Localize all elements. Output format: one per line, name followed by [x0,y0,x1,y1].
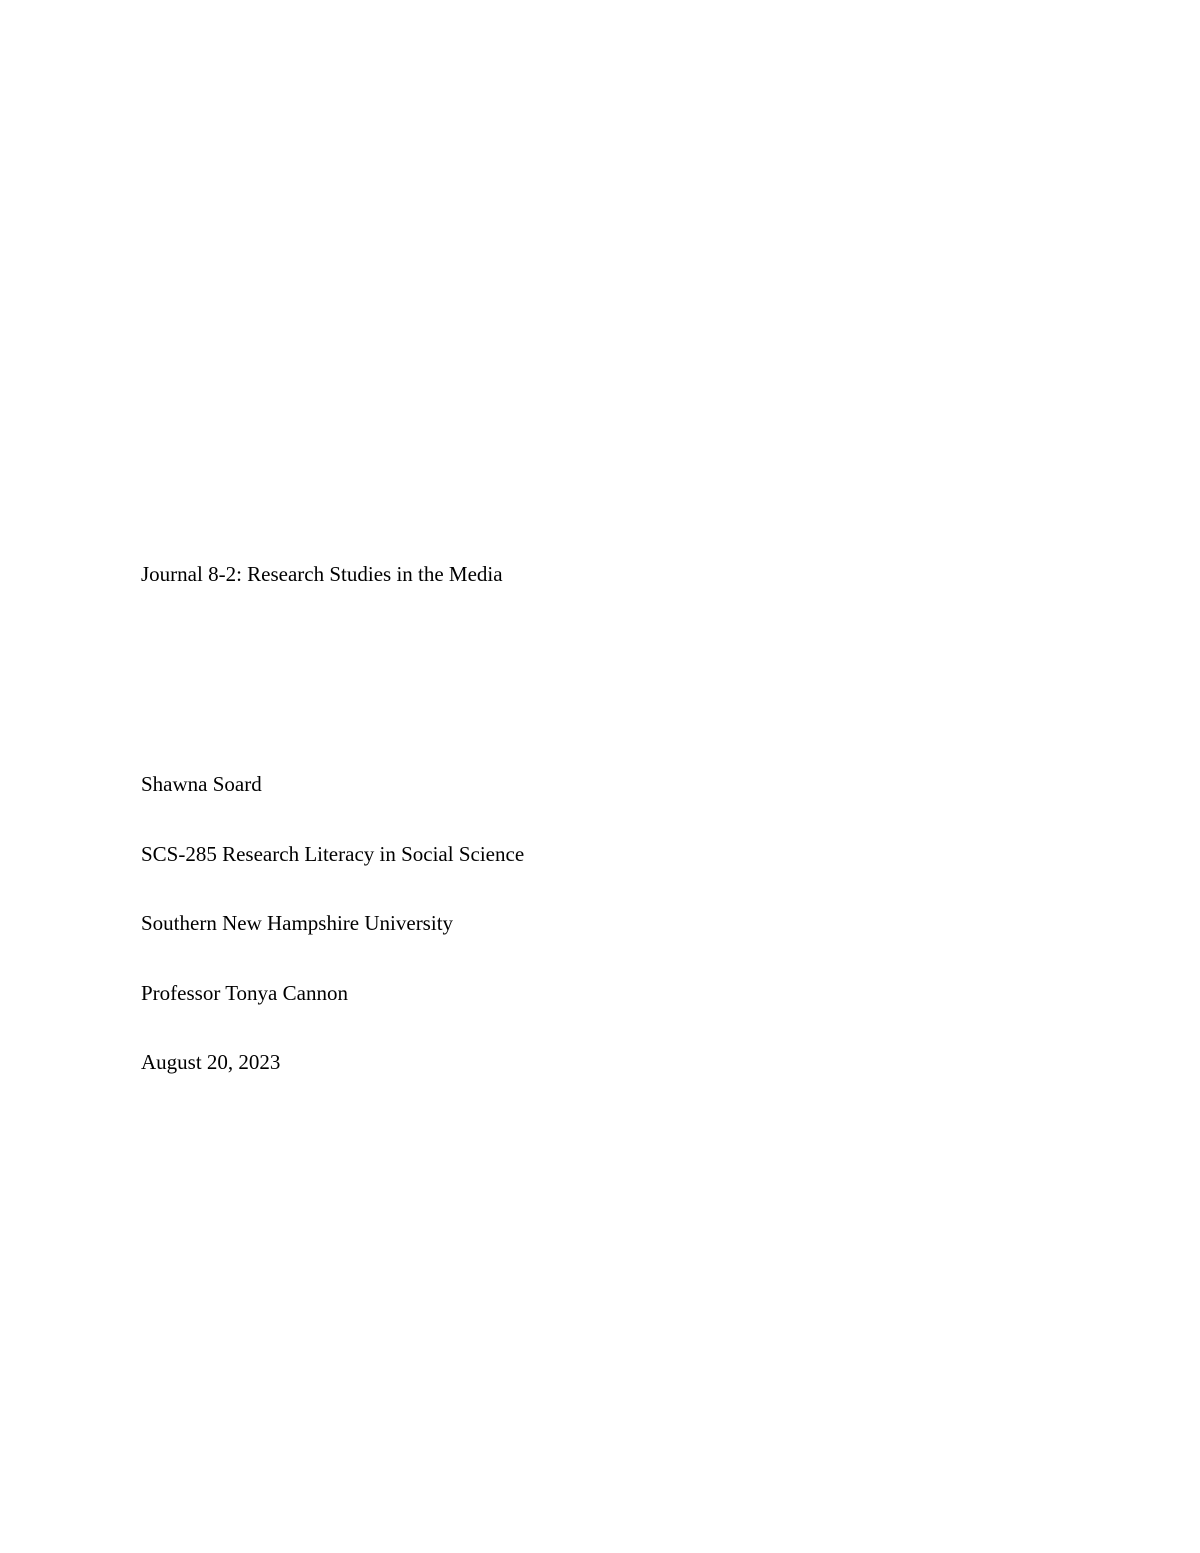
course-name: SCS-285 Research Literacy in Social Science [141,842,525,866]
instructor-name: Professor Tonya Cannon [141,981,348,1005]
author-name: Shawna Soard [141,772,262,796]
paper-title: Journal 8-2: Research Studies in the Media [141,562,503,586]
institution-name: Southern New Hampshire University [141,911,454,935]
submission-date: August 20, 2023 [141,1050,281,1074]
